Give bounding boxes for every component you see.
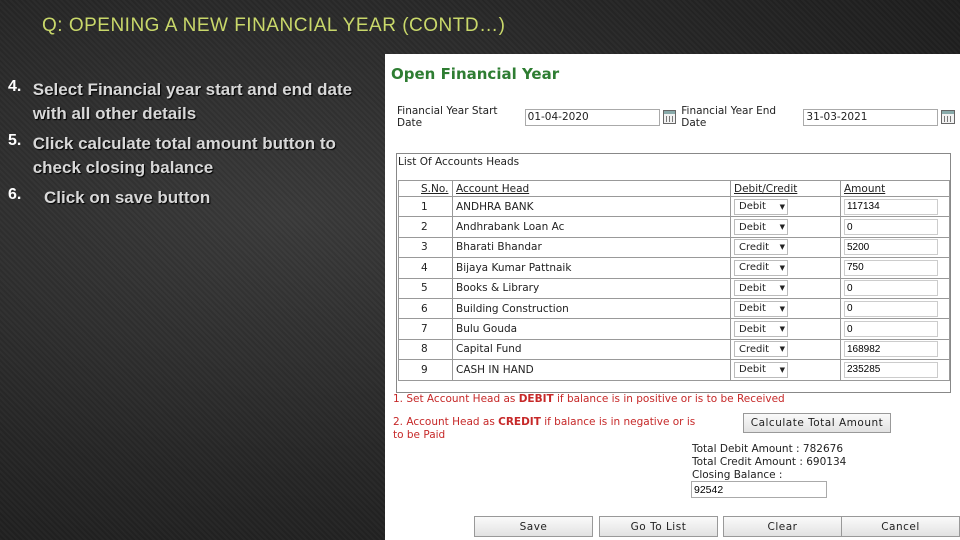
amount-input[interactable] [844, 280, 938, 296]
note-keyword: CREDIT [498, 416, 541, 428]
open-financial-year-panel [385, 54, 960, 540]
save-button[interactable]: Save [474, 516, 593, 537]
row-debit-credit-cell [731, 339, 841, 359]
step-text: Click calculate total amount button to check closing balance [32, 134, 336, 177]
row-amount-cell [841, 319, 950, 339]
dropdown-arrow-icon: ▼ [779, 284, 785, 293]
go-to-list-button[interactable]: Go To List [599, 516, 718, 537]
select-value: Debit [739, 323, 766, 335]
dropdown-arrow-icon: ▼ [779, 223, 785, 232]
note-text: if balance is in negative or is to be Paid [393, 416, 696, 441]
select-value: Debit [739, 282, 766, 294]
row-account-head: Building Construction [453, 298, 731, 318]
column-header-account-head: Account Head [453, 181, 731, 197]
step-number: 6. [8, 186, 22, 203]
row-debit-credit-cell [731, 298, 841, 318]
form-title: Open Financial Year [391, 65, 560, 83]
dropdown-arrow-icon: ▼ [779, 325, 785, 334]
debit-credit-select[interactable] [734, 301, 788, 317]
select-value: Credit [739, 241, 770, 253]
row-debit-credit-cell [731, 360, 841, 380]
note-text: 2. Account Head as [393, 416, 499, 428]
debit-credit-select[interactable] [734, 199, 788, 215]
table-row [399, 237, 950, 257]
select-value: Debit [739, 221, 766, 233]
debit-credit-select[interactable] [734, 219, 788, 235]
row-sno: 1 [399, 197, 453, 217]
row-account-head: Books & Library [453, 278, 731, 298]
instruction-steps [8, 78, 368, 216]
table-row [399, 298, 950, 318]
row-account-head: Bulu Gouda [453, 319, 731, 339]
closing-balance-label: Closing Balance : [692, 469, 783, 481]
row-amount-cell [841, 217, 950, 237]
row-debit-credit-cell [731, 258, 841, 278]
accounts-caption: List Of Accounts Heads [398, 156, 520, 168]
row-debit-credit-cell [731, 319, 841, 339]
dropdown-arrow-icon: ▼ [779, 304, 785, 313]
accounts-table [398, 180, 950, 381]
row-sno: 3 [399, 237, 453, 257]
step-number: 5. [8, 132, 22, 149]
amount-input[interactable] [844, 301, 938, 317]
table-row [399, 360, 950, 380]
row-debit-credit-cell [731, 278, 841, 298]
row-account-head: Bharati Bhandar [453, 237, 731, 257]
debit-note [393, 393, 785, 405]
row-sno: 8 [399, 339, 453, 359]
dropdown-arrow-icon: ▼ [779, 263, 785, 272]
select-value: Debit [739, 303, 766, 315]
debit-credit-select[interactable] [734, 341, 788, 357]
slide-title: Q: OPENING A NEW FINANCIAL YEAR (CONTD…) [42, 15, 506, 36]
dropdown-arrow-icon: ▼ [779, 202, 785, 211]
select-value: Debit [739, 364, 766, 376]
amount-input[interactable] [844, 362, 938, 378]
total-debit-amount: Total Debit Amount : 782676 [692, 443, 843, 455]
start-date-label: Financial Year Start Date [397, 105, 498, 129]
row-sno: 9 [399, 360, 453, 380]
amount-input[interactable] [844, 239, 938, 255]
total-credit-amount: Total Credit Amount : 690134 [692, 456, 847, 468]
debit-credit-select[interactable] [734, 362, 788, 378]
row-account-head: Andhrabank Loan Ac [453, 217, 731, 237]
row-account-head: CASH IN HAND [453, 360, 731, 380]
row-amount-cell [841, 197, 950, 217]
step-6 [8, 186, 368, 210]
totals-summary [692, 443, 846, 482]
credit-note [393, 416, 698, 442]
dropdown-arrow-icon: ▼ [779, 345, 785, 354]
debit-credit-select[interactable] [734, 260, 788, 276]
debit-credit-select[interactable] [734, 280, 788, 296]
row-amount-cell [841, 339, 950, 359]
table-row [399, 278, 950, 298]
select-value: Credit [739, 343, 770, 355]
step-text: Select Financial year start and end date with all other details [32, 80, 353, 123]
note-text: if balance is in positive or is to be Received [553, 393, 785, 405]
amount-input[interactable] [844, 260, 938, 276]
calculate-total-button[interactable]: Calculate Total Amount [743, 413, 891, 433]
amount-input[interactable] [844, 199, 938, 215]
step-4 [8, 78, 368, 126]
row-account-head: Bijaya Kumar Pattnaik [453, 258, 731, 278]
table-row [399, 197, 950, 217]
table-row [399, 258, 950, 278]
table-row [399, 319, 950, 339]
end-date-label: Financial Year End Date [681, 105, 777, 129]
row-sno: 2 [399, 217, 453, 237]
step-number: 4. [8, 78, 22, 95]
calendar-icon[interactable] [941, 110, 955, 124]
end-date-input[interactable] [803, 109, 938, 126]
amount-input[interactable] [844, 219, 938, 235]
accounts-heads-box [396, 153, 951, 393]
row-amount-cell [841, 298, 950, 318]
column-header-debit-credit: Debit/Credit [731, 181, 841, 197]
column-header-sno: S.No. [399, 181, 453, 197]
note-text: 1. Set Account Head as [393, 393, 519, 405]
select-value: Debit [739, 201, 766, 213]
row-amount-cell [841, 360, 950, 380]
row-sno: 5 [399, 278, 453, 298]
row-amount-cell [841, 278, 950, 298]
step-text: Click on save button [44, 188, 211, 207]
amount-input[interactable] [844, 341, 938, 357]
step-5 [8, 132, 368, 180]
row-debit-credit-cell [731, 237, 841, 257]
start-date-input[interactable] [525, 109, 660, 126]
note-keyword: DEBIT [518, 393, 554, 405]
column-header-amount: Amount [841, 181, 950, 197]
debit-credit-select[interactable] [734, 321, 788, 337]
row-debit-credit-cell [731, 217, 841, 237]
closing-balance-input[interactable] [691, 481, 827, 498]
calendar-icon[interactable] [663, 110, 677, 124]
table-row [399, 217, 950, 237]
amount-input[interactable] [844, 321, 938, 337]
debit-credit-select[interactable] [734, 239, 788, 255]
row-amount-cell [841, 237, 950, 257]
row-account-head: Capital Fund [453, 339, 731, 359]
clear-button[interactable]: Clear [723, 516, 842, 537]
dropdown-arrow-icon: ▼ [779, 243, 785, 252]
table-row [399, 339, 950, 359]
financial-year-row [397, 105, 960, 129]
row-debit-credit-cell [731, 197, 841, 217]
cancel-button[interactable]: Cancel [841, 516, 960, 537]
select-value: Credit [739, 262, 770, 274]
row-sno: 4 [399, 258, 453, 278]
row-sno: 7 [399, 319, 453, 339]
table-header-row [399, 181, 950, 197]
row-sno: 6 [399, 298, 453, 318]
row-account-head: ANDHRA BANK [453, 197, 731, 217]
dropdown-arrow-icon: ▼ [779, 365, 785, 374]
row-amount-cell [841, 258, 950, 278]
